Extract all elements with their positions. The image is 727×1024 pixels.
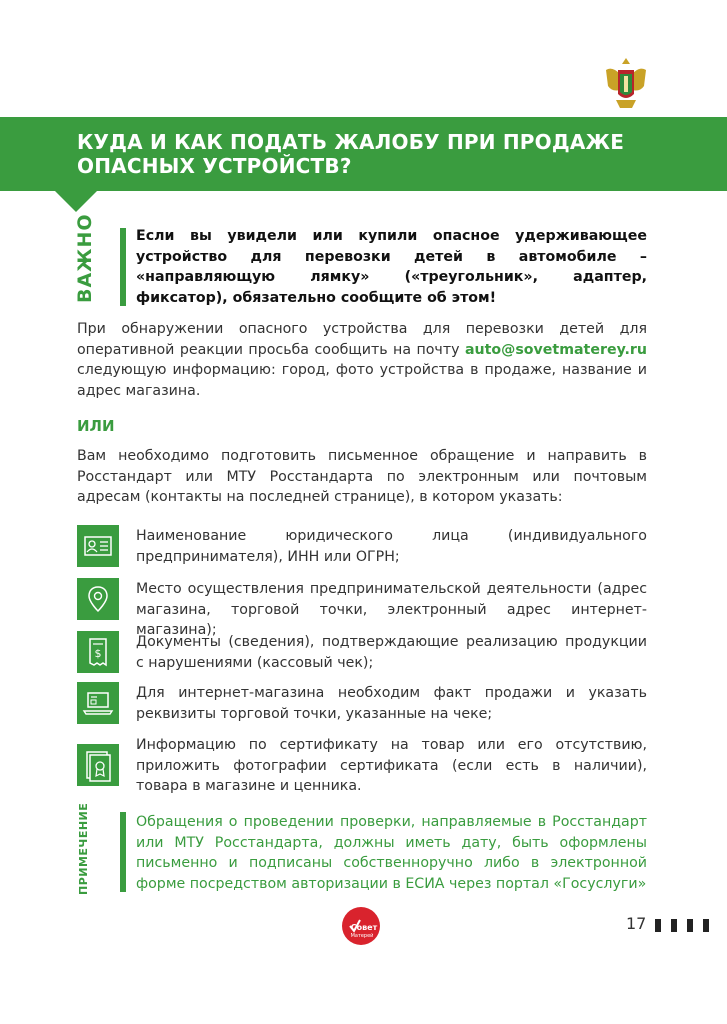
logo-text-1: Совет xyxy=(350,923,378,932)
item-business-place: Место осуществления предпринимательской деятельности (адрес магазина, торговой точки, электронный адрес интернет-магазина); xyxy=(136,581,647,638)
note-bar xyxy=(120,812,126,892)
paragraph-report xyxy=(77,319,647,401)
item-documents: Документы (сведения), подтверждающие реализацию продукции с нарушениями (кассовый чек); xyxy=(136,634,647,671)
page-number: 17 xyxy=(626,914,647,933)
coat-of-arms-emblem xyxy=(602,56,650,112)
certificate-icon xyxy=(77,744,119,786)
page-decoration xyxy=(655,917,719,936)
paragraph-report-text: При обнаружении опасного устройства для перевозки детей для оперативной реакции просьба сообщить на почту xyxy=(77,321,647,358)
paragraph-appeal: Вам необходимо подготовить письменное обращение и направить в Росстандарт или МТУ Росстандарта по электронным или почтовым адресам (контакты на последней странице), в котором указать: xyxy=(77,448,647,505)
laptop-icon xyxy=(77,682,119,724)
location-pin-icon xyxy=(77,578,119,620)
note-label: ПРИМЕЧЕНИЕ xyxy=(77,802,90,895)
decor-square xyxy=(671,919,677,932)
decor-square xyxy=(655,919,661,932)
email-link[interactable]: auto@sovetmaterey.ru xyxy=(464,341,647,358)
banner-notch xyxy=(54,190,98,212)
or-label: ИЛИ xyxy=(77,417,115,435)
title-line-1: КУДА И КАК ПОДАТЬ ЖАЛОБУ ПРИ ПРОДАЖЕ xyxy=(77,130,625,154)
important-bar xyxy=(120,228,126,306)
decor-square xyxy=(687,919,693,932)
sovet-materey-logo xyxy=(341,906,381,946)
important-text: Если вы увидели или купили опасное удерживающее устройство для перевозки детей в автомобиле – «направляющую лямку» («треугольник», адаптер, фиксатор), обязательно сообщите об этом! xyxy=(136,228,647,306)
page-title xyxy=(77,130,677,178)
note-text: Обращения о проведении проверки, направляемые в Росстандарт или МТУ Росстандарта, должны иметь дату, быть оформлены письменно и подписаны собственноручно либо в электронной форме посредством авторизации в ЕСИА через портал «Госуслуги» xyxy=(136,814,647,892)
receipt-icon xyxy=(77,631,119,673)
item-legal-entity: Наименование юридического лица (индивидуального предпринимателя), ИНН или ОГРН; xyxy=(136,528,647,565)
svg-text:$: $ xyxy=(94,647,102,660)
decor-square xyxy=(703,919,709,932)
item-certificate: Информацию по сертификату на товар или его отсутствию, приложить фотографии сертификата (если есть в наличии), товара в магазине и ценника. xyxy=(136,737,647,794)
logo-text-2: Матерей xyxy=(350,933,374,939)
item-online-store: Для интернет-магазина необходим факт продажи и указать реквизиты торговой точки, указанные на чеке; xyxy=(136,685,647,722)
title-line-2: ОПАСНЫХ УСТРОЙСТВ? xyxy=(77,154,352,178)
paragraph-report-tail: следующую информацию: город, фото устройства в продаже, название и адрес магазина. xyxy=(77,362,647,399)
id-card-icon xyxy=(77,525,119,567)
important-label: ВАЖНО xyxy=(74,213,96,303)
